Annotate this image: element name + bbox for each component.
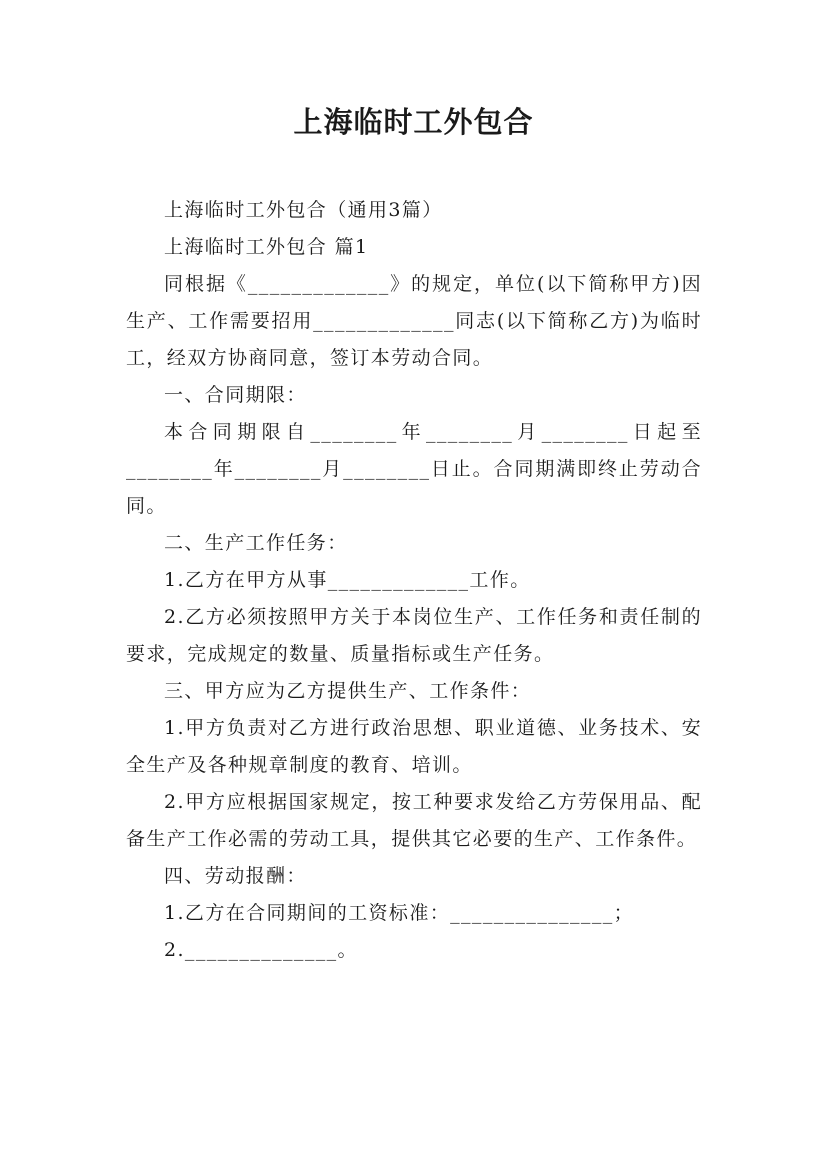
paragraph-heading-2: 二、生产工作任务： [164, 532, 348, 554]
paragraph-heading-1: 一、合同期限： [164, 384, 307, 406]
paragraph-term: 本合同期限自________年________月________日起至________年________月________日止。合同期满即终止劳动合同。 [126, 421, 702, 517]
paragraph-condition-1: 1.甲方负责对乙方进行政治思想、职业道德、业务技术、安全生产及各种规章制度的教育、培训。 [126, 717, 702, 776]
paragraph-intro: 同根据《_____________》的规定，单位(以下简称甲方)因生产、工作需要招用_____________同志(以下简称乙方)为临时工，经双方协商同意，签订本劳动合同。 [126, 273, 702, 369]
paragraph-pay-1: 1.乙方在合同期间的工资标准：_______________； [164, 902, 635, 924]
paragraph-pay-2: 2.______________。 [164, 939, 358, 961]
paragraph-heading-4: 四、劳动报酬： [164, 865, 307, 887]
document-body [126, 192, 702, 969]
paragraph-heading-3: 三、甲方应为乙方提供生产、工作条件： [164, 680, 532, 702]
document-title: 上海临时工外包合 [293, 105, 534, 139]
paragraph-section-heading: 上海临时工外包合 篇1 [164, 236, 369, 258]
paragraph-task-1: 1.乙方在甲方从事_____________工作。 [164, 569, 531, 591]
paragraph-condition-2: 2.甲方应根据国家规定，按工种要求发给乙方劳保用品、配备生产工作必需的劳动工具，提供其它必要的生产、工作条件。 [126, 791, 702, 850]
paragraph-task-2: 2.乙方必须按照甲方关于本岗位生产、工作任务和责任制的要求，完成规定的数量、质量指标或生产任务。 [126, 606, 702, 665]
paragraph-subtitle: 上海临时工外包合（通用3篇） [164, 199, 443, 221]
